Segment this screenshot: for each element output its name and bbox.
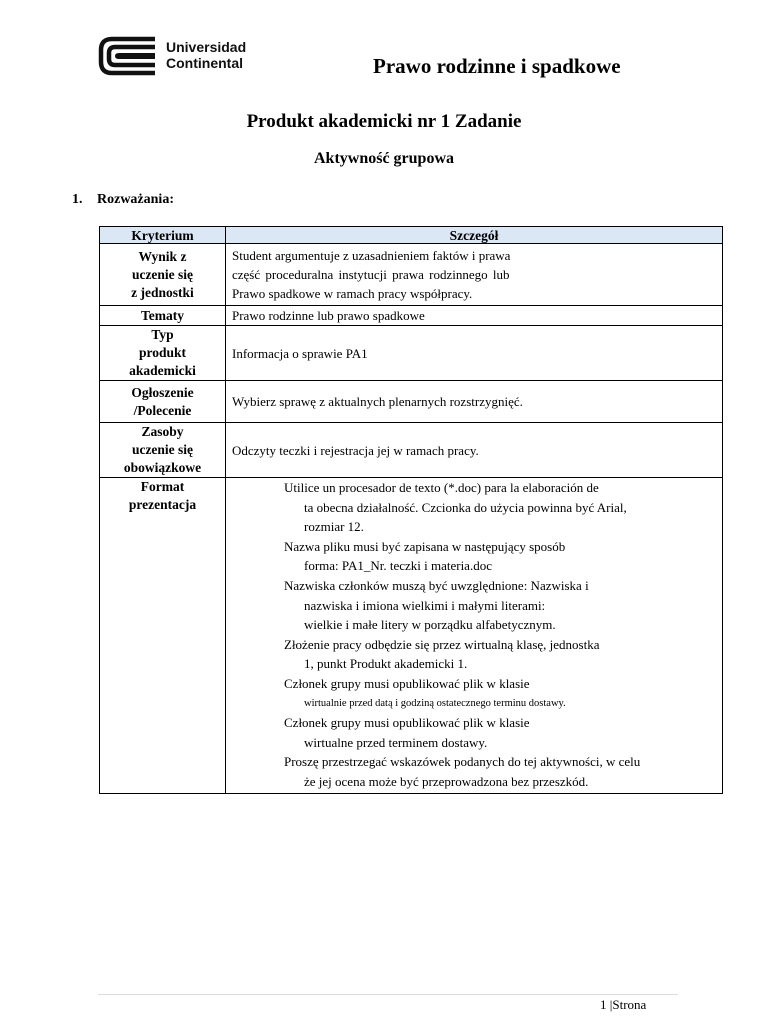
list-item: Złożenie pracy odbędzie się przez wirtualną klasę, jednostka 1, punkt Produkt akademicki 1. bbox=[284, 636, 600, 672]
table-row bbox=[100, 381, 723, 423]
table-row bbox=[100, 478, 723, 794]
university-logo bbox=[98, 36, 258, 76]
list-item: Utilice un procesador de texto (*.doc) para la elaboración de ta obecna działalność. Czcionka do użycia powinna być Arial, rozmiar 12. bbox=[284, 480, 627, 535]
table-row bbox=[100, 306, 723, 326]
detail-cell: Wybierz sprawę z aktualnych plenarnych rozstrzygnięć. bbox=[226, 381, 723, 423]
list-item: Proszę przestrzegać wskazówek podanych do tej aktywności, w celu że jej ocena może być przeprowadzona bez przeszkód. bbox=[284, 754, 641, 789]
criterion-cell: Format prezentacja bbox=[100, 478, 226, 794]
document-subtitle: Aktywność grupowa bbox=[313, 150, 454, 167]
section-label: Rozważania: bbox=[97, 192, 174, 207]
criterion-cell: Tematy bbox=[100, 306, 226, 326]
table-row bbox=[100, 244, 723, 306]
detail-cell: Prawo rodzinne lub prawo spadkowe bbox=[226, 306, 723, 326]
table-header-row bbox=[100, 227, 723, 244]
section-number: 1. bbox=[72, 192, 83, 207]
page-number: 1 |Strona bbox=[600, 997, 647, 1012]
table-row bbox=[100, 423, 723, 478]
criterion-cell: Ogłoszenie /Polecenie bbox=[100, 381, 226, 423]
course-title: Prawo rodzinne i spadkowe bbox=[373, 54, 621, 78]
detail-cell: Odczyty teczki i rejestracja jej w ramach pracy. bbox=[226, 423, 723, 478]
list-item: Członek grupy musi opublikować plik w klasie wirtualnie przed datą i godziną ostatecznego terminu dostawy. bbox=[284, 675, 566, 709]
table-row bbox=[100, 326, 723, 381]
criterion-cell: Zasoby uczenie się obowiązkowe bbox=[100, 423, 226, 478]
detail-cell: Informacja o sprawie PA1 bbox=[226, 326, 723, 381]
logo-text: Universidad Continental bbox=[166, 39, 247, 71]
criteria-table bbox=[99, 226, 723, 794]
format-bullet-list bbox=[232, 478, 716, 792]
list-item: Członek grupy musi opublikować plik w klasie wirtualne przed terminem dostawy. bbox=[284, 715, 530, 750]
document-title: Produkt akademicki nr 1 Zadanie bbox=[246, 111, 522, 132]
criterion-cell: Typ produkt akademicki bbox=[100, 326, 226, 381]
section-heading bbox=[72, 192, 174, 208]
footer-divider bbox=[98, 994, 678, 995]
criterion-cell: Wynik z uczenie się z jednostki bbox=[100, 244, 226, 306]
list-item: Nazwiska członków muszą być uwzględnione: Nazwiska i nazwiska i imiona wielkimi i małymi literami: wielkie i małe litery w porządku alfabetycznym. bbox=[284, 577, 589, 633]
detail-cell: Student argumentuje z uzasadnieniem faktów i prawa część proceduralna instytucji prawa rodzinnego lub Prawo spadkowe w ramach pracy współpracy. bbox=[226, 244, 723, 306]
logo-mark-icon bbox=[98, 36, 158, 76]
header-criterion: Kryterium bbox=[100, 227, 226, 244]
header-detail: Szczegół bbox=[226, 227, 723, 244]
detail-cell bbox=[226, 478, 723, 794]
list-item: Nazwa pliku musi być zapisana w następujący sposób forma: PA1_Nr. teczki i materia.doc bbox=[284, 538, 566, 574]
